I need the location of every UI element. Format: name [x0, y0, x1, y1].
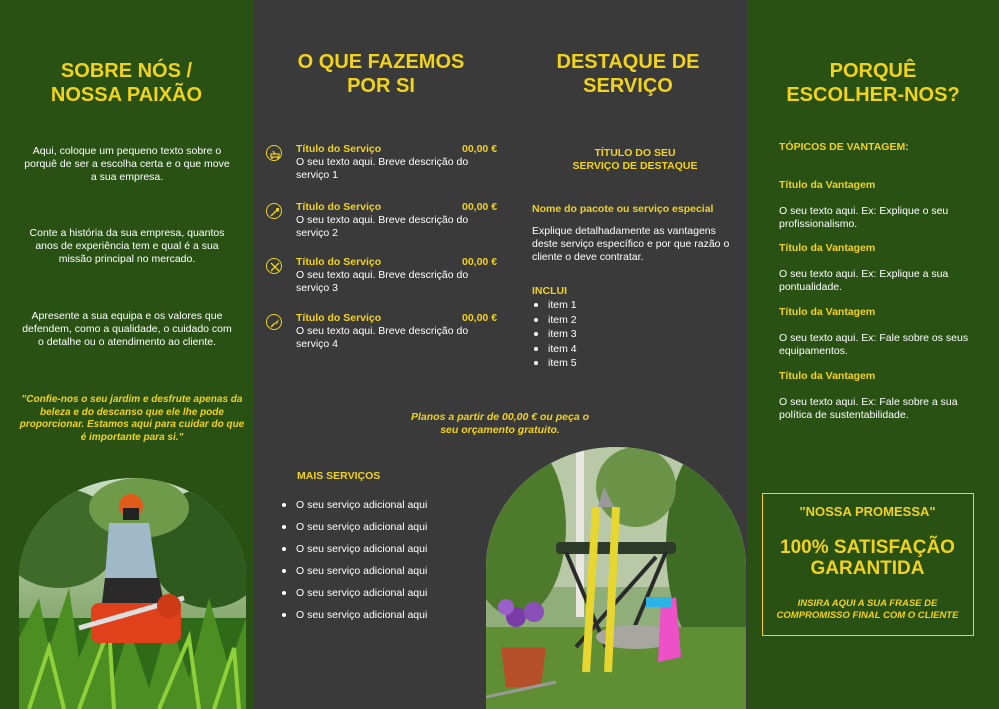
package-description: Explique detalhadamente as vantagens deste serviço específico e por que razão o cliente o deve contratar.: [532, 225, 730, 263]
promise-box: [762, 493, 974, 636]
service-description: serviço 1: [296, 169, 339, 181]
featured-service-title: TÍTULO DO SEU SERVIÇO DE DESTAQUE: [572, 147, 698, 172]
service-description: O seu texto aqui. Breve descrição do: [296, 214, 469, 226]
advantage-text: O seu texto aqui. Ex: Explique o seu profissionalismo.: [779, 205, 949, 230]
about-paragraph-1: Aqui, coloque um pequeno texto sobre o porquê de ser a escolha certa e o que move a sua empresa.: [24, 145, 230, 183]
shovel-icon: [266, 203, 282, 219]
featured-title: DESTAQUE DE SERVIÇO: [556, 51, 700, 97]
advantage-text: O seu texto aqui. Ex: Explique a sua pontualidade.: [779, 268, 949, 293]
list-item: O seu serviço adicional aqui: [280, 587, 480, 600]
service-description: O seu texto aqui. Breve descrição do: [296, 156, 469, 168]
list-item: O seu serviço adicional aqui: [280, 609, 480, 622]
includes-list: [532, 299, 632, 372]
more-services-title: MAIS SERVIÇOS: [297, 470, 381, 482]
more-services-list: [280, 499, 480, 631]
list-item: item 4: [532, 343, 632, 356]
service-description: serviço 3: [296, 282, 339, 294]
advantage-title: Título da Vantagem: [779, 242, 876, 254]
gardener-photo: [19, 478, 246, 709]
list-item: item 2: [532, 314, 632, 327]
includes-label: INCLUI: [532, 285, 567, 297]
services-title: O QUE FAZEMOS POR SI: [297, 51, 465, 97]
promise-subtext: INSIRA AQUI A SUA FRASE DE COMPROMISSO FINAL COM O CLIENTE: [776, 598, 959, 621]
advantage-text: O seu texto aqui. Ex: Fale sobre a sua política de sustentabilidade.: [779, 396, 958, 421]
service-price: 00,00 €: [462, 312, 498, 324]
promise-title: "NOSSA PROMESSA": [799, 504, 936, 519]
mower-icon: [266, 145, 282, 161]
about-paragraph-3: Apresente a sua equipa e os valores que defendem, como a qualidade, o cuidado com o detalhe ou o atendimento ao cliente.: [22, 310, 232, 348]
advantage-text: O seu texto aqui. Ex: Fale sobre os seus equipamentos.: [779, 332, 969, 357]
service-title: Título do Serviço: [296, 201, 382, 213]
trowel-icon: [266, 314, 282, 330]
service-title: Título do Serviço: [296, 143, 382, 155]
about-title: SOBRE NÓS / NOSSA PAIXÃO: [50, 60, 203, 106]
advantage-title: Título da Vantagem: [779, 370, 876, 382]
shears-icon: [266, 258, 282, 274]
about-quote: "Confie-nos o seu jardim e desfrute apenas da beleza e do descanso que ele lhe pode proporcionar. Estamos aqui para cuidar do que é importante para si.": [19, 394, 245, 443]
topics-label: TÓPICOS DE VANTAGEM:: [779, 141, 909, 153]
service-price: 00,00 €: [462, 256, 498, 268]
advantage-title: Título da Vantagem: [779, 179, 876, 191]
service-title: Título do Serviço: [296, 256, 382, 268]
package-name: Nome do pacote ou serviço especial: [532, 203, 714, 215]
list-item: item 5: [532, 357, 632, 370]
service-description: O seu texto aqui. Breve descrição do: [296, 269, 469, 281]
promise-headline: 100% SATISFAÇÃO GARANTIDA: [780, 537, 955, 579]
list-item: item 1: [532, 299, 632, 312]
list-item: item 3: [532, 328, 632, 341]
service-description: serviço 4: [296, 338, 339, 350]
garden-tools-photo: [486, 447, 746, 709]
advantage-title: Título da Vantagem: [779, 306, 876, 318]
service-description: O seu texto aqui. Breve descrição do: [296, 325, 469, 337]
service-price: 00,00 €: [462, 143, 498, 155]
list-item: O seu serviço adicional aqui: [280, 521, 480, 534]
service-description: serviço 2: [296, 227, 339, 239]
panel-about: [0, 0, 253, 709]
about-paragraph-2: Conte a história da sua empresa, quantos anos de experiência tem e qual é a sua missão principal no mercado.: [29, 227, 225, 265]
service-title: Título do Serviço: [296, 312, 382, 324]
list-item: O seu serviço adicional aqui: [280, 543, 480, 556]
why-us-title: PORQUÊ ESCOLHER-NOS?: [786, 60, 960, 106]
service-price: 00,00 €: [462, 201, 498, 213]
list-item: O seu serviço adicional aqui: [280, 565, 480, 578]
plans-note: Planos a partir de 00,00 € ou peça o seu orçamento gratuito.: [411, 411, 589, 436]
list-item: O seu serviço adicional aqui: [280, 499, 480, 512]
